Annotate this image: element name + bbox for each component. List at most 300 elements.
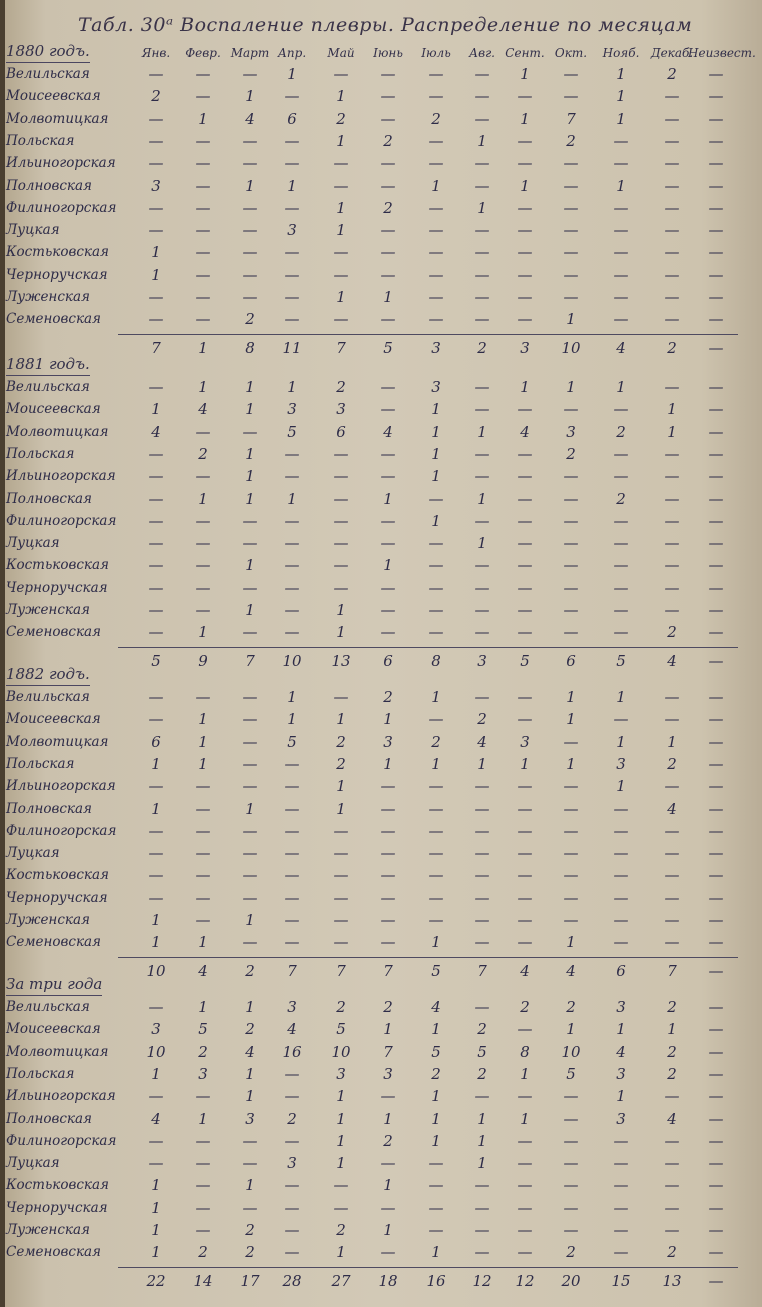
count-cell: 1 (431, 1087, 441, 1106)
total-cell: 4 (520, 961, 530, 980)
count-cell: — (242, 288, 258, 306)
count-cell: — (664, 198, 680, 217)
count-cell: — (195, 467, 211, 486)
total-cell: 12 (515, 1271, 535, 1290)
count-cell: 1 (616, 1087, 626, 1106)
count-cell: 1 (287, 176, 297, 195)
count-cell: 1 (616, 65, 626, 83)
district-row (0, 1175, 762, 1197)
district-name: Луцкая (6, 845, 60, 862)
count-cell: — (563, 866, 579, 885)
total-cell: 2 (667, 338, 677, 357)
count-cell: — (517, 866, 533, 885)
count-cell: 1 (431, 754, 441, 773)
count-cell: — (563, 732, 579, 751)
count-cell: — (333, 688, 349, 706)
month-header: Нояб. (602, 46, 640, 60)
district-name: Филиногорская (6, 822, 117, 839)
district-row (0, 265, 762, 287)
district-row (0, 1109, 762, 1131)
count-cell: 1 (245, 1087, 255, 1106)
total-cell: 15 (611, 1271, 631, 1290)
count-cell: 1 (566, 378, 576, 396)
district-name: Ильиногорская (6, 155, 116, 172)
count-cell: 2 (667, 623, 677, 642)
count-cell: — (613, 1176, 629, 1195)
count-cell: — (563, 777, 579, 796)
count-cell: — (148, 556, 164, 575)
count-cell: — (474, 933, 490, 952)
count-cell: — (148, 578, 164, 597)
count-cell: — (284, 1087, 300, 1106)
count-cell: 10 (561, 1042, 581, 1061)
count-cell: — (613, 1221, 629, 1239)
district-row (0, 843, 762, 865)
count-cell: — (517, 534, 533, 553)
count-cell: 1 (151, 265, 161, 284)
count-cell: — (242, 422, 258, 441)
count-cell: 1 (520, 1064, 530, 1083)
total-cell: 3 (477, 651, 487, 670)
count-cell: — (708, 400, 724, 419)
count-cell: 2 (245, 1243, 255, 1262)
count-cell: — (613, 265, 629, 284)
count-cell: — (517, 1087, 533, 1106)
count-cell: 1 (287, 378, 297, 396)
count-cell: — (333, 556, 349, 575)
count-cell: 1 (431, 1243, 441, 1262)
count-cell: — (708, 444, 724, 463)
count-cell: 2 (667, 65, 677, 83)
district-row (0, 821, 762, 843)
count-cell: 5 (566, 1064, 576, 1083)
district-row (0, 622, 762, 644)
count-cell: — (664, 888, 680, 907)
total-divider-line (118, 334, 738, 335)
count-cell: — (242, 777, 258, 796)
count-cell: — (664, 288, 680, 306)
count-cell: — (284, 1064, 300, 1083)
count-cell: — (708, 754, 724, 773)
count-cell: — (613, 131, 629, 150)
count-cell: — (474, 265, 490, 284)
district-name: Велильская (6, 379, 90, 395)
count-cell: — (242, 1198, 258, 1217)
total-cell: 7 (336, 338, 346, 357)
count-cell: — (563, 243, 579, 262)
count-cell: — (664, 87, 680, 106)
count-cell: 1 (383, 556, 393, 575)
count-cell: — (474, 623, 490, 642)
count-cell: 1 (151, 400, 161, 419)
count-cell: — (613, 556, 629, 575)
count-cell: — (563, 799, 579, 818)
count-cell: — (708, 933, 724, 952)
count-cell: — (613, 1131, 629, 1150)
count-cell: 1 (198, 623, 208, 642)
count-cell: — (517, 489, 533, 508)
count-cell: — (284, 288, 300, 306)
count-cell: — (428, 1221, 444, 1239)
total-cell: 3 (431, 338, 441, 357)
count-cell: — (517, 888, 533, 907)
count-cell: 1 (477, 754, 487, 773)
count-cell: — (284, 911, 300, 929)
district-row (0, 1086, 762, 1108)
count-cell: 1 (245, 176, 255, 195)
count-cell: 2 (477, 1064, 487, 1083)
district-name: Ильиногорская (6, 468, 116, 485)
count-cell: 4 (667, 1109, 677, 1128)
count-cell: 1 (667, 422, 677, 441)
count-cell: 4 (287, 1020, 297, 1039)
count-cell: — (664, 1131, 680, 1150)
count-cell: 4 (198, 400, 208, 419)
count-cell: — (563, 221, 579, 240)
count-cell: — (284, 844, 300, 863)
total-cell: 5 (520, 651, 530, 670)
count-cell: — (195, 1176, 211, 1195)
count-cell: 4 (667, 799, 677, 818)
count-cell: — (242, 688, 258, 706)
district-name: Семеновская (6, 624, 101, 641)
total-cell: 10 (146, 961, 166, 980)
count-cell: 1 (477, 198, 487, 217)
count-cell: 1 (151, 243, 161, 262)
count-cell: — (708, 1131, 724, 1150)
count-cell: — (708, 87, 724, 106)
count-cell: — (428, 265, 444, 284)
count-cell: — (517, 1131, 533, 1150)
count-cell: 2 (566, 1243, 576, 1262)
count-cell: — (708, 732, 724, 751)
count-cell: 2 (383, 198, 393, 217)
count-cell: 1 (336, 221, 346, 240)
count-cell: — (284, 933, 300, 952)
count-cell: 1 (151, 1198, 161, 1217)
count-cell: 1 (198, 109, 208, 128)
count-cell: 3 (151, 1020, 161, 1039)
count-cell: — (563, 1221, 579, 1239)
count-cell: — (380, 1087, 396, 1106)
count-cell: — (474, 109, 490, 128)
count-cell: — (284, 623, 300, 642)
count-cell: 1 (245, 556, 255, 575)
total-cell: 7 (667, 961, 677, 980)
total-cell: — (708, 338, 724, 357)
section-year-label: За три года (6, 975, 102, 996)
count-cell: — (664, 777, 680, 796)
district-row (0, 776, 762, 798)
count-cell: 1 (336, 1087, 346, 1106)
count-cell: — (664, 511, 680, 530)
count-cell: — (148, 1087, 164, 1106)
count-cell: 2 (431, 109, 441, 128)
count-cell: — (148, 467, 164, 486)
count-cell: — (708, 601, 724, 619)
district-row (0, 131, 762, 153)
count-cell: 5 (287, 732, 297, 751)
count-cell: — (474, 821, 490, 840)
count-cell: — (242, 754, 258, 773)
total-cell: — (708, 651, 724, 670)
count-cell: — (284, 754, 300, 773)
count-cell: — (474, 511, 490, 530)
count-cell: 1 (336, 198, 346, 217)
total-cell: 7 (477, 961, 487, 980)
count-cell: — (664, 578, 680, 597)
count-cell: 1 (431, 1020, 441, 1039)
count-cell: — (708, 710, 724, 729)
count-cell: — (428, 1198, 444, 1217)
count-cell: 1 (431, 444, 441, 463)
district-name: Польская (6, 445, 75, 462)
count-cell: — (284, 444, 300, 463)
count-cell: — (517, 799, 533, 818)
count-cell: — (474, 578, 490, 597)
total-cell: 4 (198, 961, 208, 980)
count-cell: — (664, 1221, 680, 1239)
totals-row (0, 961, 762, 983)
count-cell: — (333, 467, 349, 486)
count-cell: — (284, 467, 300, 486)
count-cell: — (563, 844, 579, 863)
count-cell: — (474, 65, 490, 83)
district-row (0, 444, 762, 466)
count-cell: 5 (198, 1020, 208, 1039)
count-cell: 1 (431, 511, 441, 530)
count-cell: — (380, 109, 396, 128)
count-cell: — (195, 288, 211, 306)
count-cell: — (148, 777, 164, 796)
month-header: Іюнь (373, 46, 403, 60)
count-cell: — (242, 866, 258, 885)
district-row (0, 220, 762, 242)
district-row (0, 1198, 762, 1220)
count-cell: — (428, 799, 444, 818)
count-cell: 6 (336, 422, 346, 441)
count-cell: — (563, 578, 579, 597)
count-cell: 5 (477, 1042, 487, 1061)
count-cell: 1 (383, 1176, 393, 1195)
count-cell: — (613, 534, 629, 553)
count-cell: — (195, 154, 211, 173)
count-cell: 1 (198, 1109, 208, 1128)
count-cell: 3 (616, 1109, 626, 1128)
total-cell: 5 (383, 338, 393, 357)
count-cell: — (380, 601, 396, 619)
month-header: Іюль (421, 46, 451, 60)
count-cell: — (517, 688, 533, 706)
count-cell: — (664, 1198, 680, 1217)
count-cell: — (613, 400, 629, 419)
count-cell: 1 (667, 1020, 677, 1039)
district-name: Полновская (6, 1110, 92, 1127)
total-cell: 11 (282, 338, 302, 357)
count-cell: — (708, 265, 724, 284)
count-cell: — (333, 65, 349, 83)
count-cell: 2 (336, 754, 346, 773)
count-cell: — (242, 732, 258, 751)
count-cell: — (284, 154, 300, 173)
count-cell: 2 (245, 1221, 255, 1239)
district-name: Филиногорская (6, 199, 117, 216)
district-name: Велильская (6, 689, 90, 705)
total-cell: 8 (245, 338, 255, 357)
count-cell: — (148, 623, 164, 642)
district-name: Филиногорская (6, 512, 117, 529)
count-cell: 1 (198, 732, 208, 751)
count-cell: — (613, 888, 629, 907)
count-cell: — (333, 154, 349, 173)
district-row (0, 422, 762, 444)
count-cell: — (517, 623, 533, 642)
district-row (0, 1064, 762, 1086)
section-year-label: 1881 годъ. (6, 355, 90, 376)
count-cell: 1 (431, 1109, 441, 1128)
count-cell: 1 (198, 378, 208, 396)
count-cell: — (563, 1087, 579, 1106)
count-cell: — (242, 1131, 258, 1150)
count-cell: — (148, 511, 164, 530)
district-name: Молвотицкая (6, 733, 109, 750)
count-cell: — (242, 888, 258, 907)
count-cell: 1 (477, 422, 487, 441)
count-cell: — (664, 109, 680, 128)
count-cell: — (563, 489, 579, 508)
count-cell: — (474, 866, 490, 885)
count-cell: — (284, 1243, 300, 1262)
total-cell: 7 (151, 338, 161, 357)
count-cell: — (284, 265, 300, 284)
district-name: Черноручская (6, 889, 108, 906)
count-cell: — (708, 511, 724, 530)
count-cell: — (380, 87, 396, 106)
district-row (0, 109, 762, 131)
count-cell: — (563, 601, 579, 619)
count-cell: 1 (431, 422, 441, 441)
count-cell: — (563, 888, 579, 907)
count-cell: 1 (245, 378, 255, 396)
count-cell: — (195, 777, 211, 796)
count-cell: — (428, 131, 444, 150)
count-cell: — (613, 710, 629, 729)
count-cell: 1 (520, 176, 530, 195)
count-cell: — (148, 866, 164, 885)
count-cell: — (380, 911, 396, 929)
count-cell: — (708, 154, 724, 173)
count-cell: — (563, 1154, 579, 1173)
count-cell: — (333, 866, 349, 885)
count-cell: 1 (151, 1176, 161, 1195)
count-cell: — (517, 131, 533, 150)
district-row (0, 466, 762, 488)
count-cell: — (148, 221, 164, 240)
count-cell: 2 (336, 109, 346, 128)
count-cell: 5 (287, 422, 297, 441)
section-year-label: 1880 годъ. (6, 42, 90, 63)
count-cell: 1 (477, 534, 487, 553)
total-cell: 10 (282, 651, 302, 670)
count-cell: — (708, 489, 724, 508)
total-cell: 6 (383, 651, 393, 670)
count-cell: — (708, 131, 724, 150)
count-cell: — (380, 467, 396, 486)
count-cell: 1 (477, 131, 487, 150)
count-cell: — (517, 87, 533, 106)
count-cell: — (708, 1064, 724, 1083)
count-cell: 2 (477, 1020, 487, 1039)
month-header: Февр. (185, 46, 221, 60)
count-cell: — (380, 176, 396, 195)
count-cell: — (563, 288, 579, 306)
count-cell: — (284, 511, 300, 530)
district-name: Моисеевская (6, 88, 101, 105)
count-cell: — (563, 511, 579, 530)
count-cell: — (474, 556, 490, 575)
count-cell: — (517, 933, 533, 952)
count-cell: — (380, 378, 396, 396)
district-row (0, 377, 762, 399)
count-cell: — (284, 888, 300, 907)
count-cell: 1 (336, 710, 346, 729)
count-cell: 1 (245, 87, 255, 106)
month-header-row (0, 42, 762, 62)
count-cell: — (613, 1154, 629, 1173)
count-cell: — (563, 467, 579, 486)
district-row (0, 176, 762, 198)
count-cell: 2 (566, 998, 576, 1016)
count-cell: — (242, 578, 258, 597)
count-cell: 1 (566, 1020, 576, 1039)
district-name: Семеновская (6, 1244, 101, 1261)
count-cell: 1 (383, 1020, 393, 1039)
count-cell: — (195, 1087, 211, 1106)
count-cell: — (664, 534, 680, 553)
district-name: Польская (6, 1065, 75, 1082)
count-cell: — (242, 65, 258, 83)
count-cell: — (708, 688, 724, 706)
count-cell: — (148, 998, 164, 1016)
count-cell: — (517, 1243, 533, 1262)
count-cell: — (563, 265, 579, 284)
count-cell: — (474, 444, 490, 463)
count-cell: — (242, 844, 258, 863)
district-name: Луцкая (6, 1155, 60, 1172)
district-name: Луженская (6, 602, 90, 618)
count-cell: 1 (151, 933, 161, 952)
total-cell: 16 (426, 1271, 446, 1290)
count-cell: — (664, 154, 680, 173)
count-cell: — (195, 131, 211, 150)
count-cell: — (333, 176, 349, 195)
district-name: Костьковская (6, 557, 109, 574)
district-row (0, 888, 762, 910)
count-cell: — (708, 65, 724, 83)
total-cell: 14 (193, 1271, 213, 1290)
count-cell: — (284, 131, 300, 150)
district-name: Черноручская (6, 579, 108, 596)
month-header: Май (327, 46, 355, 60)
total-cell: — (708, 1271, 724, 1290)
count-cell: — (613, 467, 629, 486)
total-cell: 5 (151, 651, 161, 670)
count-cell: — (474, 288, 490, 306)
count-cell: — (474, 844, 490, 863)
count-cell: — (242, 933, 258, 952)
count-cell: 2 (383, 131, 393, 150)
count-cell: — (613, 444, 629, 463)
